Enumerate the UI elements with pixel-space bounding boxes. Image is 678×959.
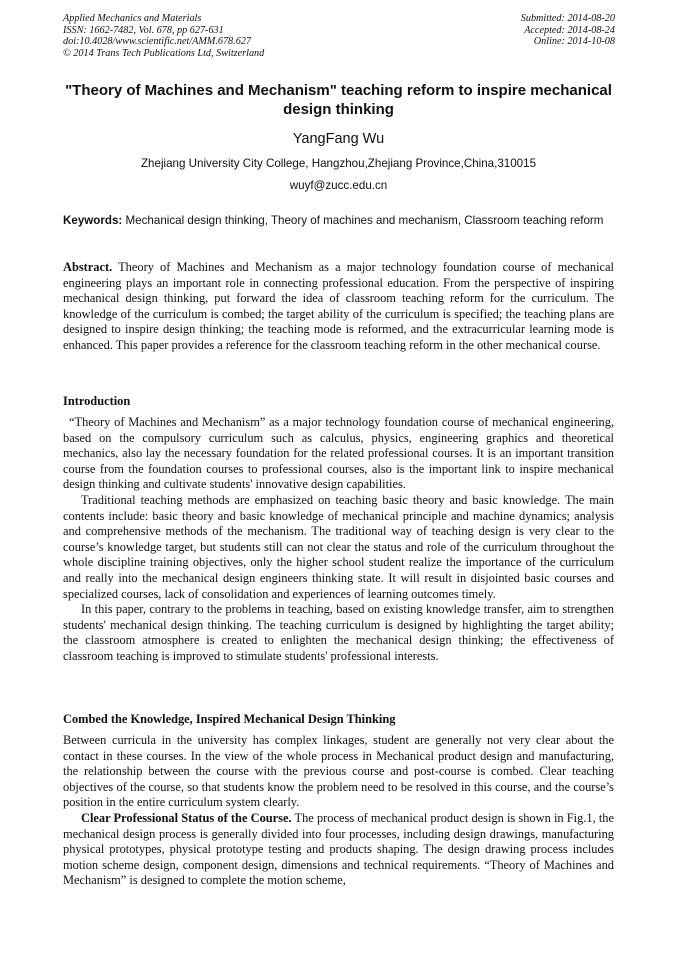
combed-paragraph-2 [63, 811, 614, 889]
intro-paragraph-1: “Theory of Machines and Mechanism” as a major technology foundation course of mechanical engineering, based on the compulsory curriculum such as calculus, physics, engineering graphics and theoretical mechanics, also lay the necessary foundation for the related professional courses. It is an important transition course from the foundation courses to professional courses, also is the important link to inspire mechanical design thinking and cultivate students' innovative design capabilities. [63, 415, 614, 492]
intro-paragraph-2: Traditional teaching methods are emphasized on teaching basic theory and basic knowledge. The main contents include: basic theory and basic knowledge of mechanical principle and machine dynamics; analysis and comprehensive methods of the mechanism. The traditional way of teaching design is very clear to the course’s knowledge target, but students still can not clear the status and role of the curriculum throughout the whole discipline training objectives, only the higher school student realize the importance of the curriculum and really into the mechanical design engineers thinking state. It will result in disjointed basic courses and specialized courses, lack of consolidation and experiences of learning outcomes timely. [63, 492, 614, 601]
keywords-text: Mechanical design thinking, Theory of machines and mechanism, Classroom teaching reform [125, 214, 604, 227]
abstract-text: Theory of Machines and Mechanism as a major technology foundation course of mechanical engineering plays an important role in connecting professional education. From the perspective of inspiring mechanical design thinking, put forward the idea of classroom teaching reform for the curriculum. The knowledge of the curriculum is combed; the target ability of the curriculum is specified; the teaching plans are designed to inspire design thinking; the teaching mode is reformed, and the extracurricular learning mode is enhanced. This paper provides a reference for the classroom teaching reform in the other mechanical course. [63, 260, 614, 352]
abstract-label: Abstract. [63, 260, 113, 274]
copyright-line: © 2014 Trans Tech Publications Ltd, Switzerland [63, 47, 265, 59]
issn-line: ISSN: 1662-7482, Vol. 678, pp 627-631 [63, 24, 224, 36]
abstract-block [63, 260, 614, 354]
introduction-heading: Introduction [63, 394, 131, 408]
accepted-date: Accepted: 2014-08-24 [524, 24, 615, 36]
section-combed-body [63, 733, 614, 889]
introduction-body [63, 415, 614, 665]
submitted-date: Submitted: 2014-08-20 [520, 13, 615, 24]
keywords-label: Keywords: [63, 214, 123, 227]
clear-status-label: Clear Professional Status of the Course. [81, 810, 292, 825]
author-email: wuyf@zucc.edu.cn [289, 179, 388, 192]
intro-paragraph-3: In this paper, contrary to the problems in teaching, based on existing knowledge transfer, aim to strengthen students' mechanical design thinking. The teaching curriculum is designed by highlighting the target ability; the classroom atmosphere is created to enlighten the mechanical design thinking; the effectiveness of classroom teaching is improved to stimulate students' professional interests. [63, 602, 614, 663]
author-affiliation: Zhejiang University City College, Hangzhou,Zhejiang Province,China,310015 [140, 157, 537, 170]
paper-title: "Theory of Machines and Mechanism" teaching reform to inspire mechanical design thinking [65, 82, 612, 118]
keywords-block [63, 213, 614, 228]
combed-paragraph-2-text: The process of mechanical product design is shown in Fig.1, the mechanical design process is generally divided into four processes, including design drawings, manufacturing physical prototypes, physical prototype testing and products shaping. The design drawing process includes motion scheme design, component design, dimensions and technical requirements. “Theory of Machines and Mechanism” is designed to complete the motion scheme, [63, 810, 615, 888]
online-date: Online: 2014-10-08 [533, 36, 615, 48]
doi-line: doi:10.4028/www.scientific.net/AMM.678.627 [63, 36, 251, 48]
section-heading-combed: Combed the Knowledge, Inspired Mechanical Design Thinking [63, 712, 396, 726]
journal-info [63, 13, 383, 59]
journal-name: Applied Mechanics and Materials [63, 13, 202, 24]
combed-paragraph-1: Between curricula in the university has complex linkages, student are generally not very clear about the contact in these courses. In the view of the whole process in Mechanical product design and manufacturing, the relationship between the course with the previous course and post-course is combed. Clear teaching objectives of the course, so that students know the problem need to be resolved in this course, and the course’s position in the entire curriculum system clearly. [63, 733, 614, 810]
author-name: YangFang Wu [292, 131, 385, 147]
publication-dates [395, 13, 615, 48]
